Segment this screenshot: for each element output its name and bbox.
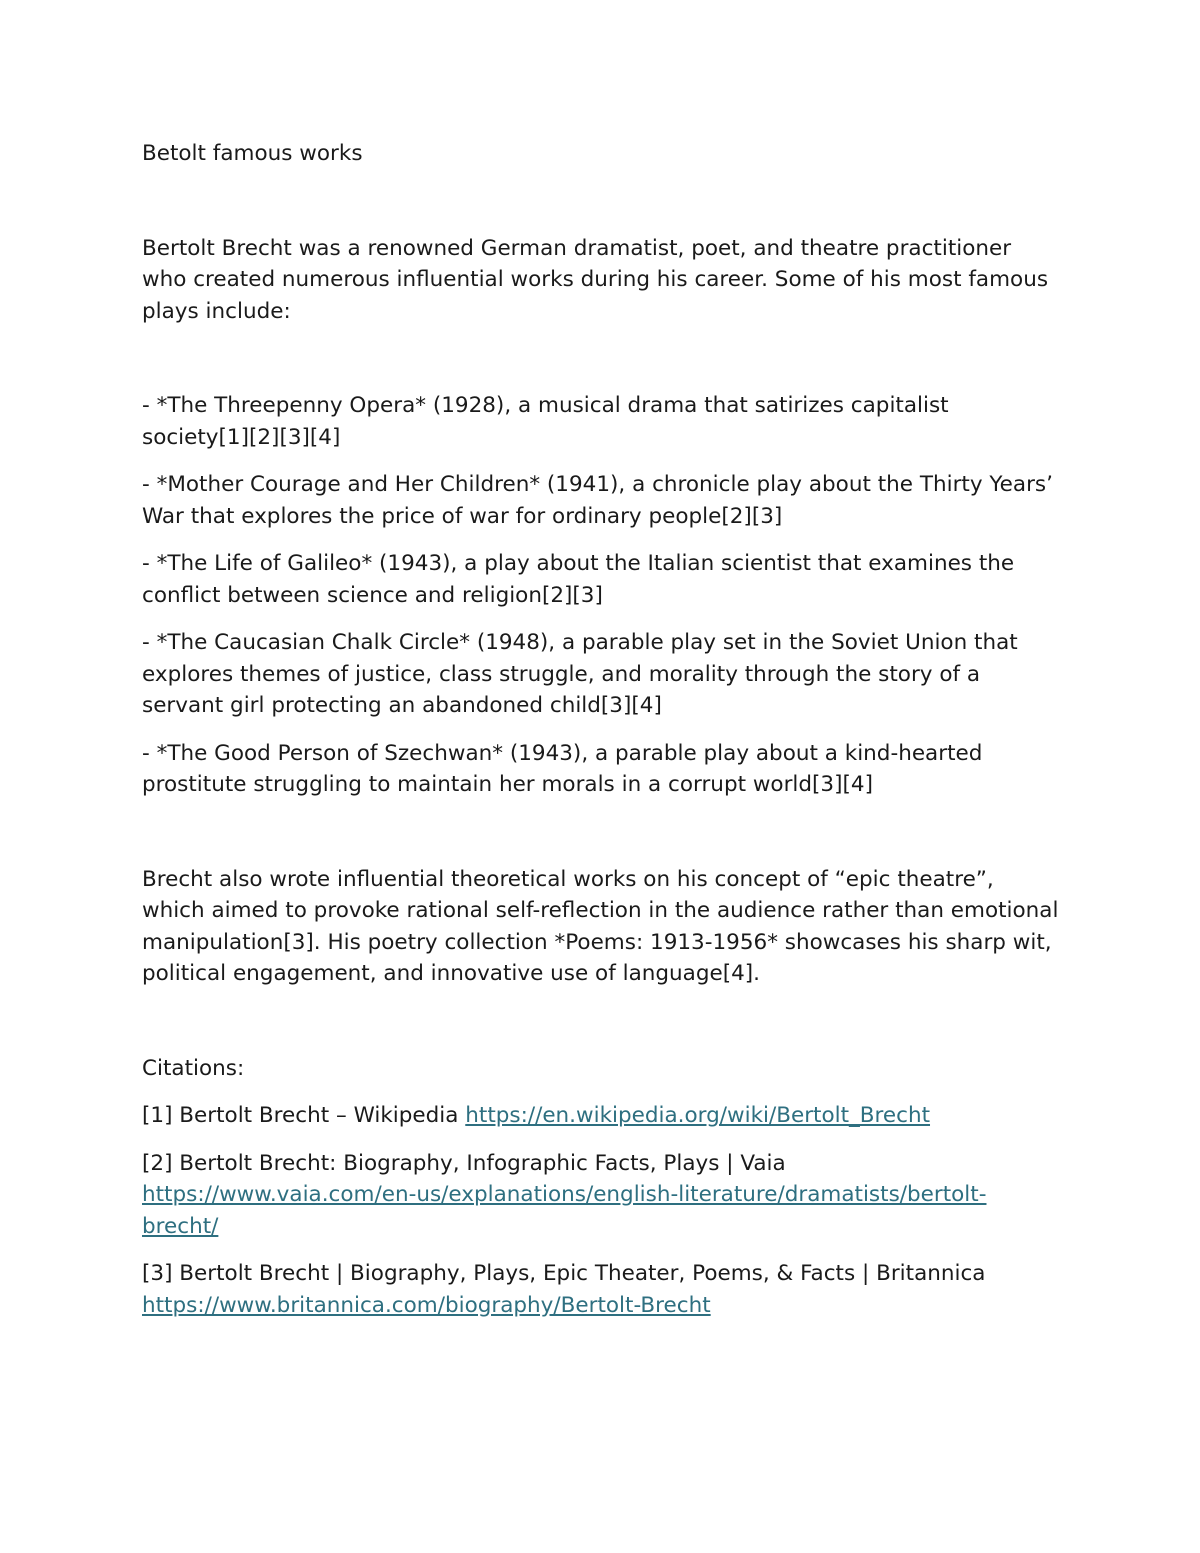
document-page [142,138,1062,1337]
citation-link-britannica[interactable]: https://www.britannica.com/biography/Bertolt-Brecht [142,1292,711,1318]
citation-link-vaia[interactable]: https://www.vaia.com/en-us/explanations/english-literature/dramatists/bertolt-brecht/ [142,1182,987,1239]
citations-list [142,1100,1062,1321]
closing-paragraph: Brecht also wrote influential theoretical works on his concept of “epic theatre”, which aimed to provoke rational self-reflection in the audience rather than emotional manipulation[3]. His poetry collection *Poems: 1913-1956* showcases his sharp wit, political engagement, and innovative use of language[4]. [142,866,1059,986]
list-item: - *The Caucasian Chalk Circle* (1948), a parable play set in the Soviet Union that explores themes of justice, class struggle, and morality through the story of a servant girl protecting an abandoned child[3][4] [142,630,1018,718]
citation-2 [142,1148,1062,1243]
citation-label: [2] Bertolt Brecht: Biography, Infographic Facts, Plays | Vaia [142,1150,786,1176]
citation-1 [142,1100,1062,1132]
citations-heading: Citations: [142,1055,245,1081]
citation-3 [142,1258,1062,1321]
list-item: - *The Threepenny Opera* (1928), a musical drama that satirizes capitalist society[1][2][3][4] [142,393,949,450]
list-item: - *The Good Person of Szechwan* (1943), a parable play about a kind-hearted prostitute struggling to maintain her morals in a corrupt world[3][4] [142,740,983,797]
document-title: Betolt famous works [142,141,363,166]
list-item: - *The Life of Galileo* (1943), a play about the Italian scientist that examines the conflict between science and religion[2][3] [142,551,1015,608]
works-list [142,390,1062,801]
citation-label: [1] Bertolt Brecht – Wikipedia [142,1103,466,1128]
citation-link-wikipedia[interactable]: https://en.wikipedia.org/wiki/Bertolt_Brecht [465,1103,931,1128]
list-item: - *Mother Courage and Her Children* (1941), a chronicle play about the Thirty Years’ War that explores the price of war for ordinary people[2][3] [142,472,1053,529]
intro-paragraph: Bertolt Brecht was a renowned German dramatist, poet, and theatre practitioner who created numerous influential works during his career. Some of his most famous plays include: [142,235,1049,324]
citation-label: [3] Bertolt Brecht | Biography, Plays, Epic Theater, Poems, & Facts | Britannica [142,1261,986,1286]
